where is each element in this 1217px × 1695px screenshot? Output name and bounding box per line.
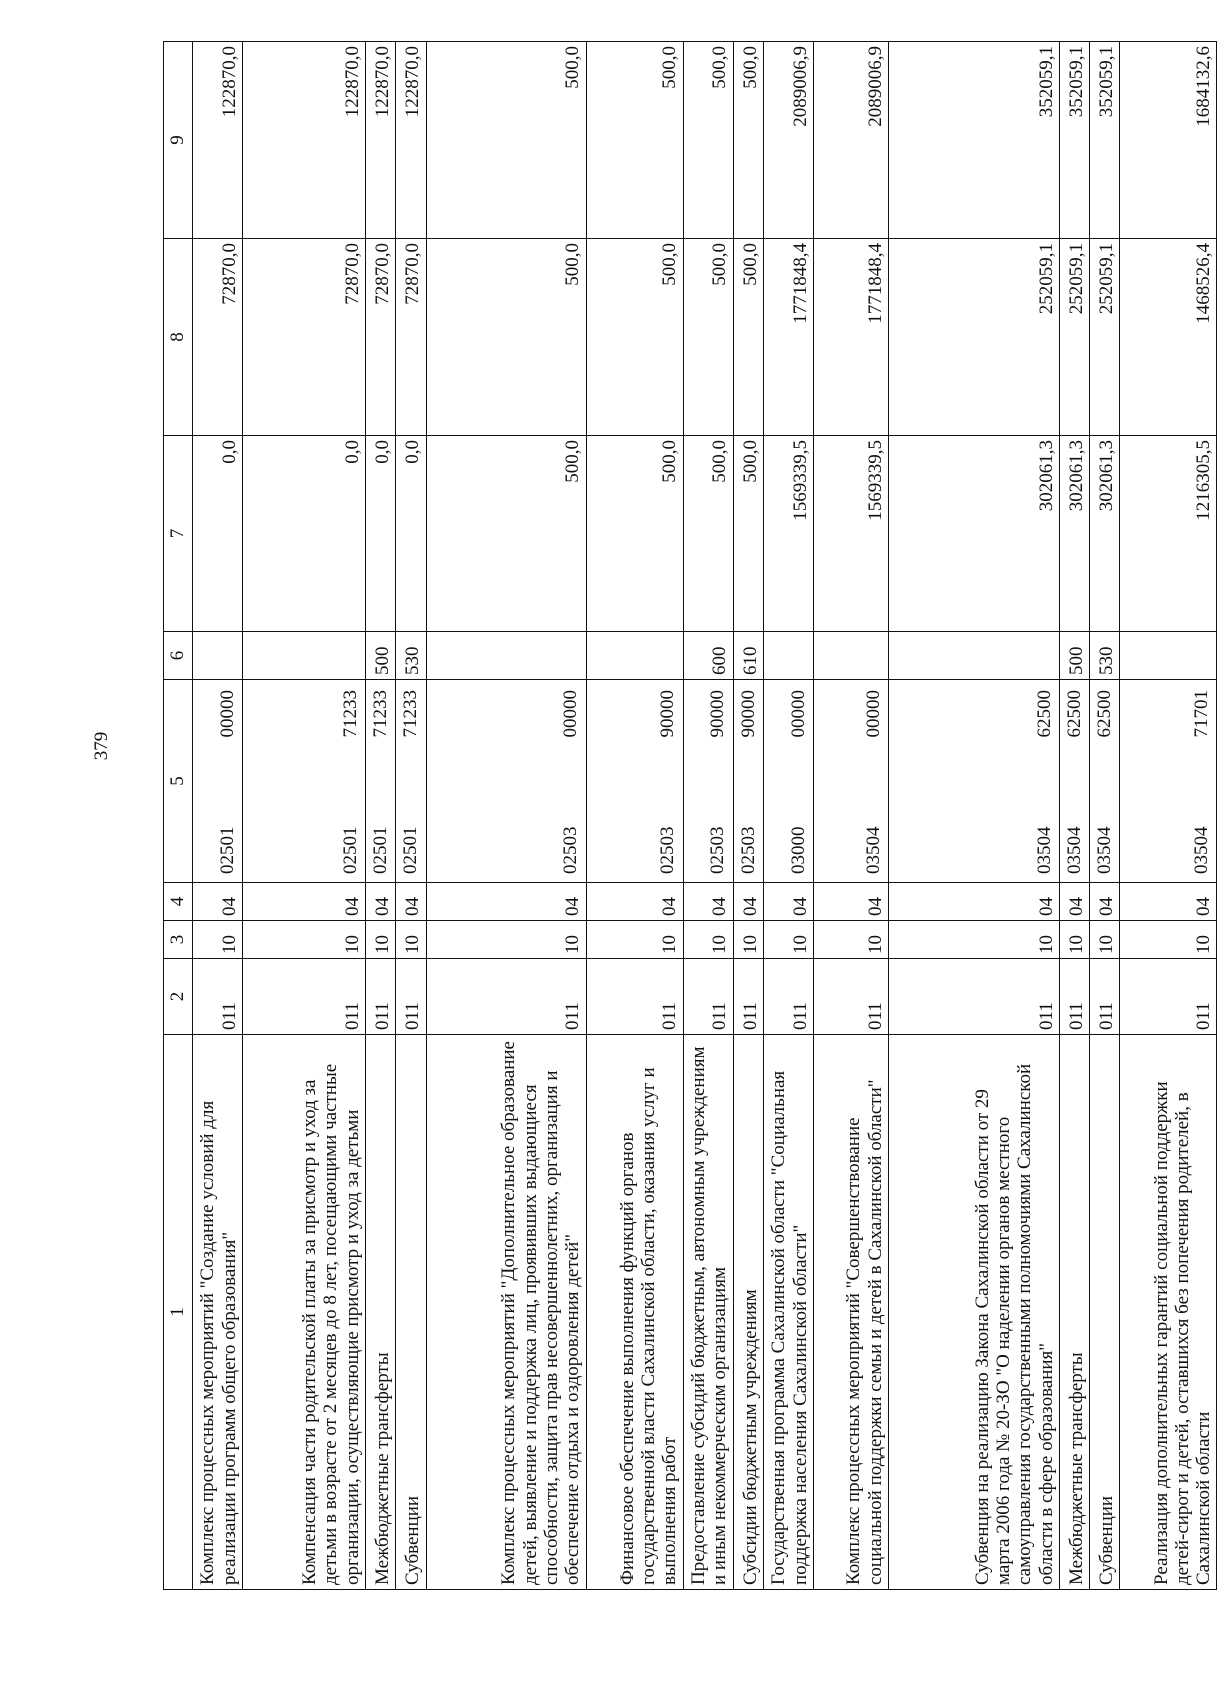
- row-name-cell: Реализация дополнительных гарантий социальной поддержки детей-сирот и детей, оставшихся без попечения родителей, в Сахалинской области: [1120, 1035, 1217, 1590]
- amount-cell-7: 1569339,5: [813, 436, 888, 632]
- amount-cell-7: 0,0: [193, 436, 243, 632]
- header-cell: 6: [164, 632, 193, 680]
- csr-cell: [586, 680, 683, 883]
- rz-cell: 10: [813, 921, 888, 959]
- row-name-cell: Комплекс процессных мероприятий "Дополнительное образование детей, выявление и поддержка лиц, проявивших выдающиеся способности, защита прав несовершеннолетних, организация и обеспечение отдыха и оздоровления детей": [426, 1035, 586, 1590]
- header-cell: 8: [164, 239, 193, 436]
- page-number: 379: [91, 731, 112, 761]
- amount-cell-9: 122870,0: [243, 42, 366, 239]
- table-row: [813, 42, 888, 1590]
- table-row: [888, 42, 1059, 1590]
- rz-cell: 10: [683, 921, 733, 959]
- grbs-cell: 011: [813, 959, 888, 1035]
- pr-cell: 04: [243, 883, 366, 921]
- row-name-cell: Субсидии бюджетным учреждениям: [733, 1035, 763, 1590]
- rz-cell: 10: [193, 921, 243, 959]
- csr-direction-code: 71233: [400, 690, 422, 738]
- csr-program-code: 02503: [707, 826, 729, 874]
- grbs-cell: 011: [1120, 959, 1217, 1035]
- amount-cell-8: 500,0: [733, 239, 763, 436]
- amount-cell-8: 500,0: [586, 239, 683, 436]
- amount-cell-8: 72870,0: [243, 239, 366, 436]
- pr-cell: 04: [888, 883, 1059, 921]
- grbs-cell: 011: [243, 959, 366, 1035]
- csr-direction-code: 71233: [339, 690, 361, 738]
- csr-direction-code: 00000: [560, 690, 582, 738]
- grbs-cell: 011: [193, 959, 243, 1035]
- csr-cell: [426, 680, 586, 883]
- row-name-cell: Комплекс процессных мероприятий "Совершенствование социальной поддержки семьи и детей в Сахалинской области": [813, 1035, 888, 1590]
- table-row: [243, 42, 366, 1590]
- csr-direction-code: 00000: [787, 690, 809, 738]
- table-row: [733, 42, 763, 1590]
- row-name-cell: Государственная программа Сахалинской области "Социальная поддержка населения Сахалинской области": [763, 1035, 813, 1590]
- csr-direction-code: 71233: [370, 690, 391, 738]
- amount-cell-7: 302061,3: [888, 436, 1059, 632]
- amount-cell-9: 500,0: [426, 42, 586, 239]
- table-row: [1059, 42, 1089, 1590]
- csr-cell: [1120, 680, 1217, 883]
- amount-cell-9: 2089006,9: [763, 42, 813, 239]
- csr-program-code: 03504: [1033, 826, 1055, 874]
- vr-cell: 530: [1090, 632, 1120, 680]
- row-name-cell: Межбюджетные трансферты: [366, 1035, 396, 1590]
- rz-cell: 10: [586, 921, 683, 959]
- grbs-cell: 011: [763, 959, 813, 1035]
- amount-cell-8: 1468526,4: [1120, 239, 1217, 436]
- csr-direction-code: 90000: [707, 690, 729, 738]
- amount-cell-7: 0,0: [396, 436, 426, 632]
- grbs-cell: 011: [1059, 959, 1089, 1035]
- amount-cell-8: 72870,0: [366, 239, 396, 436]
- vr-cell: [888, 632, 1059, 680]
- table-row: [193, 42, 243, 1590]
- amount-cell-9: 122870,0: [193, 42, 243, 239]
- amount-cell-9: 352059,1: [1090, 42, 1120, 239]
- amount-cell-8: 72870,0: [396, 239, 426, 436]
- csr-cell: [683, 680, 733, 883]
- csr-cell: [813, 680, 888, 883]
- amount-cell-7: 500,0: [683, 436, 733, 632]
- csr-direction-code: 90000: [657, 690, 679, 738]
- row-name-cell: Комплекс процессных мероприятий "Создание условий для реализации программ общего образования": [193, 1035, 243, 1590]
- pr-cell: 04: [586, 883, 683, 921]
- rz-cell: 10: [396, 921, 426, 959]
- vr-cell: [763, 632, 813, 680]
- pr-cell: 04: [763, 883, 813, 921]
- amount-cell-7: 1216305,5: [1120, 436, 1217, 632]
- amount-cell-9: 500,0: [733, 42, 763, 239]
- rz-cell: 10: [888, 921, 1059, 959]
- vr-cell: [243, 632, 366, 680]
- amount-cell-7: 500,0: [733, 436, 763, 632]
- amount-cell-8: 72870,0: [193, 239, 243, 436]
- vr-cell: 500: [1059, 632, 1089, 680]
- rz-cell: 10: [1120, 921, 1217, 959]
- amount-cell-7: 500,0: [586, 436, 683, 632]
- pr-cell: 04: [813, 883, 888, 921]
- rz-cell: 10: [426, 921, 586, 959]
- header-cell: 7: [164, 436, 193, 632]
- rz-cell: 10: [763, 921, 813, 959]
- table-row: [763, 42, 813, 1590]
- csr-cell: [396, 680, 426, 883]
- row-name-cell: Компенсация части родительской платы за присмотр и уход за детьми в возрасте от 2 месяцев до 8 лет, посещающими частные организации, осуществляющие присмотр и уход за детьми: [243, 1035, 366, 1590]
- vr-cell: 600: [683, 632, 733, 680]
- table-row: [396, 42, 426, 1590]
- row-name-cell: Финансовое обеспечение выполнения функций органов государственной власти Сахалинской области, оказания услуг и выполнения работ: [586, 1035, 683, 1590]
- amount-cell-9: 352059,1: [888, 42, 1059, 239]
- pr-cell: 04: [1059, 883, 1089, 921]
- rz-cell: 10: [1059, 921, 1089, 959]
- grbs-cell: 011: [888, 959, 1059, 1035]
- amount-cell-9: 500,0: [683, 42, 733, 239]
- csr-direction-code: 90000: [737, 690, 759, 738]
- vr-cell: [426, 632, 586, 680]
- header-cell: 3: [164, 921, 193, 959]
- amount-cell-8: 252059,1: [1090, 239, 1120, 436]
- header-cell: 1: [164, 1035, 193, 1590]
- amount-cell-7: 0,0: [366, 436, 396, 632]
- rotated-table-container: [163, 42, 1215, 1590]
- amount-cell-8: 252059,1: [888, 239, 1059, 436]
- vr-cell: [813, 632, 888, 680]
- csr-program-code: 03000: [787, 826, 809, 874]
- csr-cell: [193, 680, 243, 883]
- pr-cell: 04: [426, 883, 586, 921]
- vr-cell: 530: [396, 632, 426, 680]
- amount-cell-9: 122870,0: [396, 42, 426, 239]
- grbs-cell: 011: [733, 959, 763, 1035]
- csr-program-code: 03504: [1191, 826, 1213, 874]
- csr-program-code: 02501: [216, 826, 238, 874]
- budget-table: [163, 41, 1217, 1590]
- vr-cell: 500: [366, 632, 396, 680]
- csr-cell: [888, 680, 1059, 883]
- csr-direction-code: 62500: [1094, 690, 1116, 738]
- csr-program-code: 02501: [339, 826, 361, 874]
- csr-program-code: 02503: [657, 826, 679, 874]
- rz-cell: 10: [366, 921, 396, 959]
- header-cell: 2: [164, 959, 193, 1035]
- csr-direction-code: 00000: [862, 690, 884, 738]
- csr-program-code: 03504: [1094, 826, 1116, 874]
- table-row: [1120, 42, 1217, 1590]
- row-name-cell: Субвенции: [1090, 1035, 1120, 1590]
- table-row: [1090, 42, 1120, 1590]
- vr-cell: [193, 632, 243, 680]
- amount-cell-8: 500,0: [426, 239, 586, 436]
- rz-cell: 10: [243, 921, 366, 959]
- csr-program-code: 02503: [737, 826, 759, 874]
- amount-cell-7: 500,0: [426, 436, 586, 632]
- csr-cell: [763, 680, 813, 883]
- csr-direction-code: 62500: [1063, 690, 1085, 738]
- csr-cell: [366, 680, 396, 883]
- vr-cell: 610: [733, 632, 763, 680]
- pr-cell: 04: [366, 883, 396, 921]
- csr-cell: [1090, 680, 1120, 883]
- table-row: [426, 42, 586, 1590]
- pr-cell: 04: [683, 883, 733, 921]
- csr-program-code: 02501: [370, 826, 391, 874]
- amount-cell-9: 1684132,6: [1120, 42, 1217, 239]
- amount-cell-9: 352059,1: [1059, 42, 1089, 239]
- amount-cell-7: 1569339,5: [763, 436, 813, 632]
- pr-cell: 04: [733, 883, 763, 921]
- amount-cell-8: 252059,1: [1059, 239, 1089, 436]
- grbs-cell: 011: [366, 959, 396, 1035]
- csr-direction-code: 71701: [1191, 690, 1213, 738]
- csr-direction-code: 62500: [1033, 690, 1055, 738]
- amount-cell-7: 0,0: [243, 436, 366, 632]
- row-name-cell: Субвенции: [396, 1035, 426, 1590]
- pr-cell: 04: [1090, 883, 1120, 921]
- grbs-cell: 011: [586, 959, 683, 1035]
- grbs-cell: 011: [683, 959, 733, 1035]
- header-cell: 5: [164, 680, 193, 883]
- row-name-cell: Предоставление субсидий бюджетным, автономным учреждениям и иным некоммерческим организациям: [683, 1035, 733, 1590]
- pr-cell: 04: [1120, 883, 1217, 921]
- pr-cell: 04: [193, 883, 243, 921]
- amount-cell-9: 500,0: [586, 42, 683, 239]
- csr-program-code: 02501: [400, 826, 422, 874]
- table-row: [683, 42, 733, 1590]
- amount-cell-8: 1771848,4: [813, 239, 888, 436]
- row-name-cell: Субвенция на реализацию Закона Сахалинской области от 29 марта 2006 года № 20-ЗО "О наделении органов местного самоуправления государственными полномочиями Сахалинской области в сфере образования": [888, 1035, 1059, 1590]
- header-cell: 9: [164, 42, 193, 239]
- amount-cell-9: 2089006,9: [813, 42, 888, 239]
- amount-cell-7: 302061,3: [1090, 436, 1120, 632]
- row-name-cell: Межбюджетные трансферты: [1059, 1035, 1089, 1590]
- table-body: [193, 42, 1217, 1590]
- csr-cell: [243, 680, 366, 883]
- grbs-cell: 011: [396, 959, 426, 1035]
- csr-direction-code: 00000: [216, 690, 238, 738]
- amount-cell-9: 122870,0: [366, 42, 396, 239]
- amount-cell-8: 1771848,4: [763, 239, 813, 436]
- table-row: [586, 42, 683, 1590]
- header-row: [164, 42, 193, 1590]
- vr-cell: [1120, 632, 1217, 680]
- rz-cell: 10: [1090, 921, 1120, 959]
- pr-cell: 04: [396, 883, 426, 921]
- csr-program-code: 03504: [1063, 826, 1085, 874]
- csr-cell: [1059, 680, 1089, 883]
- grbs-cell: 011: [1090, 959, 1120, 1035]
- csr-program-code: 03504: [862, 826, 884, 874]
- amount-cell-7: 302061,3: [1059, 436, 1089, 632]
- csr-program-code: 02503: [560, 826, 582, 874]
- grbs-cell: 011: [426, 959, 586, 1035]
- csr-cell: [733, 680, 763, 883]
- rz-cell: 10: [733, 921, 763, 959]
- table-row: [366, 42, 396, 1590]
- vr-cell: [586, 632, 683, 680]
- header-cell: 4: [164, 883, 193, 921]
- amount-cell-8: 500,0: [683, 239, 733, 436]
